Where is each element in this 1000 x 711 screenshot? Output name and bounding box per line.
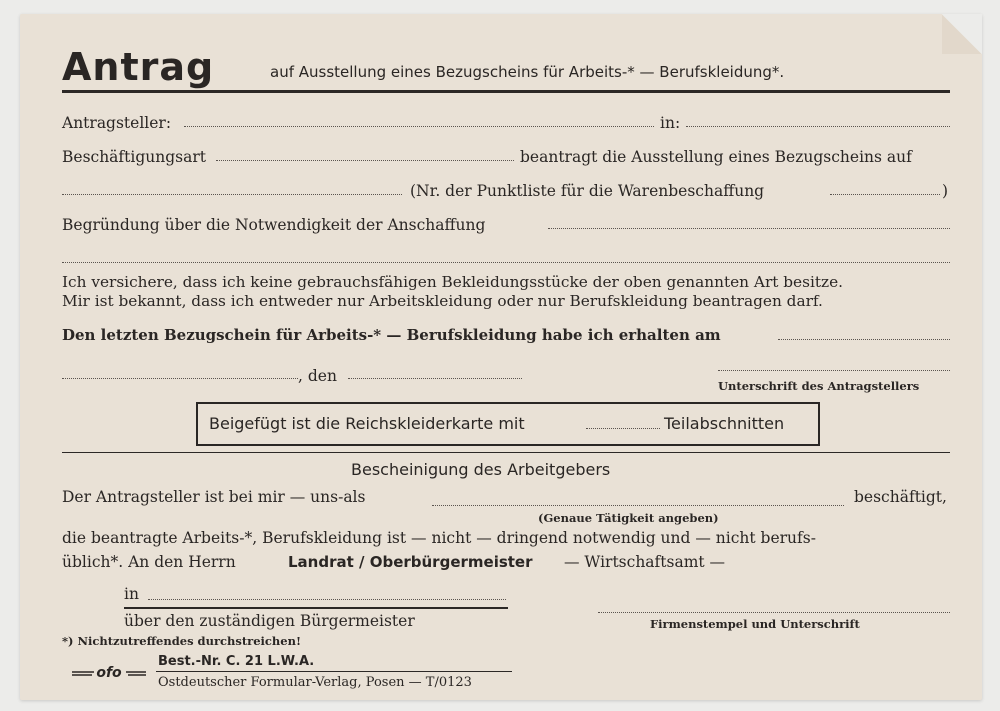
logo-text: ofo <box>96 665 122 681</box>
publisher-line: Ostdeutscher Formular-Verlag, Posen — T/0123 <box>158 675 472 690</box>
footnote: *) Nichtzutreffendes durchstreichen! <box>62 634 301 648</box>
section-divider <box>62 452 950 453</box>
activity-caption: (Genaue Tätigkeit angeben) <box>538 511 719 525</box>
location-field[interactable] <box>686 126 950 127</box>
occupation-label: Beschäftigungsart <box>62 148 206 166</box>
form-subtitle: auf Ausstellung eines Bezugscheins für Arbeits-* — Berufskleidung*. <box>270 63 785 81</box>
reason-label: Begründung über die Notwendigkeit der Anschaffung <box>62 216 486 234</box>
reason-field[interactable] <box>548 228 950 229</box>
last-coupon-text: Den letzten Bezugschein für Arbeits-* — Berufskleidung habe ich erhalten am <box>62 326 721 344</box>
worn-corner <box>942 14 982 54</box>
stamp-caption: Firmenstempel und Unterschrift <box>650 617 860 631</box>
mayor-caption: über den zuständigen Bürgermeister <box>124 612 415 630</box>
clothing-card-text: Beigefügt ist die Reichskleiderkarte mit <box>209 414 525 433</box>
publisher-rule <box>156 671 512 672</box>
authority-location-field[interactable] <box>148 599 506 600</box>
den-label: , den <box>298 367 337 385</box>
coupon-count-suffix: Teilabschnitten <box>664 414 785 433</box>
employer-line2: die beantragte Arbeits-*, Berufskleidung ist — nicht — dringend notwendig und — nicht berufs- <box>62 529 816 547</box>
occupation-field[interactable] <box>216 160 514 161</box>
location-underline <box>124 607 508 609</box>
declaration-line2: Mir ist bekannt, dass ich entweder nur Arbeitskleidung oder nur Berufskleidung beantragen darf. <box>62 292 823 310</box>
form-title: Antrag <box>62 45 215 89</box>
employer-line1: Der Antragsteller ist bei mir — uns-als <box>62 488 366 506</box>
employer-heading: Bescheinigung des Arbeitgebers <box>351 460 611 479</box>
employer-line1-end: beschäftigt, <box>854 488 947 506</box>
employer-line3-end: — Wirtschaftsamt — <box>564 553 726 571</box>
occupation-tail: beantragt die Ausstellung eines Bezugscheins auf <box>520 148 912 166</box>
in-label: in: <box>660 114 681 132</box>
pointlist-close: ) <box>942 182 949 200</box>
employment-field[interactable] <box>432 505 844 506</box>
coupon-type-field[interactable] <box>62 194 402 195</box>
authority-text: Landrat / Oberbürgermeister <box>288 553 533 571</box>
applicant-signature-caption: Unterschrift des Antragstellers <box>718 379 920 393</box>
pointlist-label: (Nr. der Punktliste für die Warenbeschaffung <box>410 182 765 200</box>
order-number: Best.-Nr. C. 21 L.W.A. <box>158 654 315 669</box>
employer-line3-start: üblich*. An den Herrn <box>62 553 236 571</box>
date-field[interactable] <box>348 378 522 379</box>
declaration-line1: Ich versichere, dass ich keine gebrauchsfähigen Bekleidungsstücke der oben genannten Art besitze. <box>62 273 843 291</box>
applicant-label: Antragsteller: <box>62 114 172 132</box>
coupon-count-field[interactable] <box>586 428 660 429</box>
applicant-signature-field[interactable] <box>718 370 950 371</box>
stamp-signature-field[interactable] <box>598 612 950 613</box>
title-underline <box>62 90 950 93</box>
publisher-logo <box>70 662 148 682</box>
employer-in-label: in <box>124 585 139 603</box>
last-coupon-date-field[interactable] <box>778 339 950 340</box>
reason-field-line2[interactable] <box>62 262 950 263</box>
pointlist-number-field[interactable] <box>830 194 940 195</box>
place-field[interactable] <box>62 378 298 379</box>
applicant-field[interactable] <box>184 126 654 127</box>
